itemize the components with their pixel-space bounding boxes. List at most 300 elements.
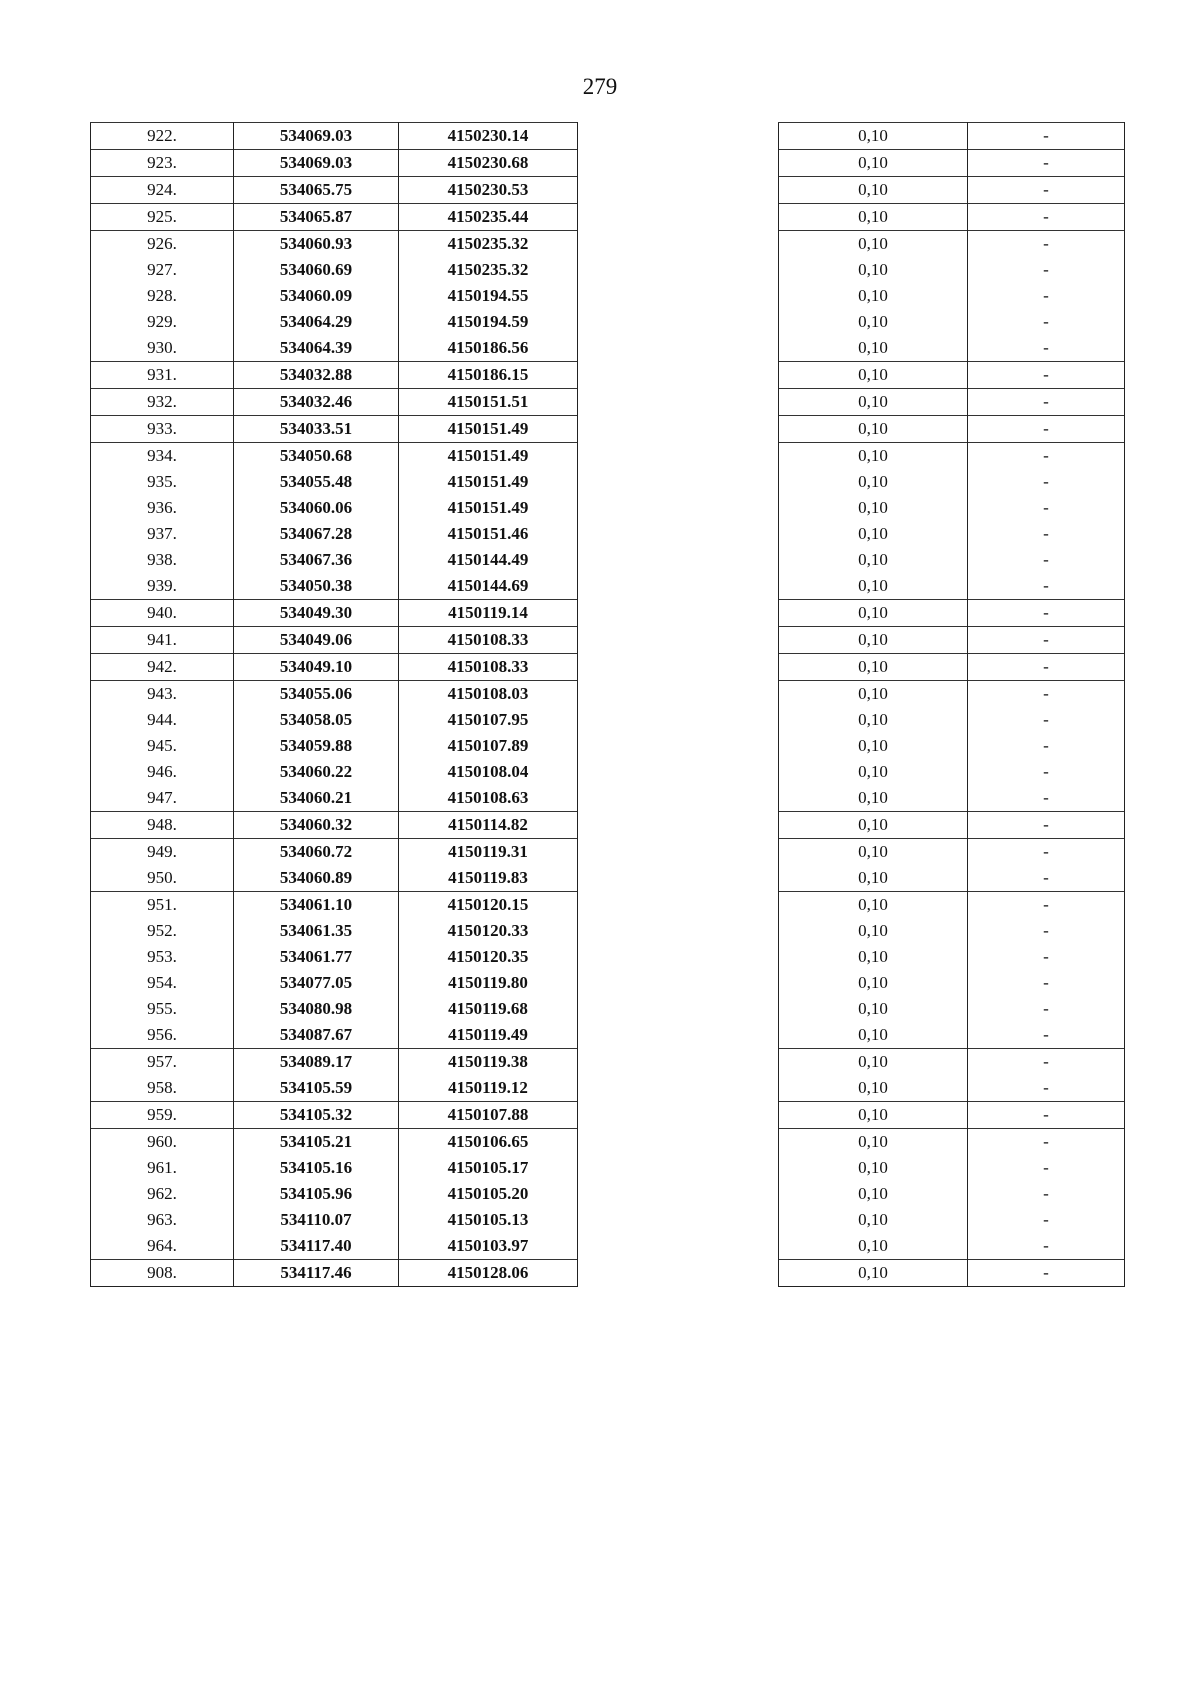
x-coordinate-cell: 534049.30 bbox=[234, 600, 399, 627]
y-coordinate-cell: 4150108.63 bbox=[399, 785, 578, 812]
value-cell: 0,10 bbox=[779, 865, 968, 892]
x-coordinate-cell: 534117.46 bbox=[234, 1260, 399, 1287]
table-row bbox=[91, 1049, 578, 1076]
table-row bbox=[91, 759, 578, 785]
dash-cell: - bbox=[968, 918, 1125, 944]
dash-cell: - bbox=[968, 257, 1125, 283]
table-row bbox=[779, 177, 1125, 204]
y-coordinate-cell: 4150151.49 bbox=[399, 443, 578, 470]
value-cell: 0,10 bbox=[779, 573, 968, 600]
value-cell: 0,10 bbox=[779, 627, 968, 654]
point-number-cell: 908. bbox=[91, 1260, 234, 1287]
x-coordinate-cell: 534069.03 bbox=[234, 123, 399, 150]
dash-cell: - bbox=[968, 627, 1125, 654]
x-coordinate-cell: 534060.32 bbox=[234, 812, 399, 839]
table-row bbox=[779, 839, 1125, 866]
table-row bbox=[91, 204, 578, 231]
value-cell: 0,10 bbox=[779, 1181, 968, 1207]
point-number-cell: 929. bbox=[91, 309, 234, 335]
y-coordinate-cell: 4150119.38 bbox=[399, 1049, 578, 1076]
page-number: 279 bbox=[582, 74, 618, 99]
table-row bbox=[91, 389, 578, 416]
table-row bbox=[91, 335, 578, 362]
table-row bbox=[91, 1260, 578, 1287]
table-row bbox=[779, 812, 1125, 839]
table-row bbox=[91, 469, 578, 495]
point-number-cell: 949. bbox=[91, 839, 234, 866]
x-coordinate-cell: 534055.48 bbox=[234, 469, 399, 495]
value-cell: 0,10 bbox=[779, 1049, 968, 1076]
dash-cell: - bbox=[968, 1129, 1125, 1156]
x-coordinate-cell: 534060.09 bbox=[234, 283, 399, 309]
table-row bbox=[91, 1102, 578, 1129]
point-number-cell: 927. bbox=[91, 257, 234, 283]
point-number-cell: 953. bbox=[91, 944, 234, 970]
y-coordinate-cell: 4150128.06 bbox=[399, 1260, 578, 1287]
x-coordinate-cell: 534061.77 bbox=[234, 944, 399, 970]
dash-cell: - bbox=[968, 970, 1125, 996]
table-row bbox=[91, 573, 578, 600]
value-cell: 0,10 bbox=[779, 177, 968, 204]
point-number-cell: 933. bbox=[91, 416, 234, 443]
dash-cell: - bbox=[968, 416, 1125, 443]
table-row bbox=[91, 521, 578, 547]
x-coordinate-cell: 534067.28 bbox=[234, 521, 399, 547]
table-row bbox=[91, 177, 578, 204]
y-coordinate-cell: 4150120.35 bbox=[399, 944, 578, 970]
point-number-cell: 931. bbox=[91, 362, 234, 389]
table-row bbox=[91, 1129, 578, 1156]
x-coordinate-cell: 534089.17 bbox=[234, 1049, 399, 1076]
x-coordinate-cell: 534065.87 bbox=[234, 204, 399, 231]
value-cell: 0,10 bbox=[779, 416, 968, 443]
point-number-cell: 928. bbox=[91, 283, 234, 309]
point-number-cell: 946. bbox=[91, 759, 234, 785]
value-cell: 0,10 bbox=[779, 812, 968, 839]
table-row bbox=[91, 1233, 578, 1260]
y-coordinate-cell: 4150106.65 bbox=[399, 1129, 578, 1156]
dash-cell: - bbox=[968, 1181, 1125, 1207]
table-row bbox=[779, 257, 1125, 283]
x-coordinate-cell: 534105.59 bbox=[234, 1075, 399, 1102]
table-row bbox=[779, 547, 1125, 573]
point-number-cell: 950. bbox=[91, 865, 234, 892]
dash-cell: - bbox=[968, 892, 1125, 919]
table-row bbox=[91, 257, 578, 283]
dash-cell: - bbox=[968, 681, 1125, 708]
value-cell: 0,10 bbox=[779, 1102, 968, 1129]
dash-cell: - bbox=[968, 944, 1125, 970]
table-row bbox=[779, 996, 1125, 1022]
y-coordinate-cell: 4150119.14 bbox=[399, 600, 578, 627]
table-row bbox=[779, 759, 1125, 785]
x-coordinate-cell: 534080.98 bbox=[234, 996, 399, 1022]
table-row bbox=[779, 389, 1125, 416]
dash-cell: - bbox=[968, 1049, 1125, 1076]
y-coordinate-cell: 4150105.17 bbox=[399, 1155, 578, 1181]
table-row bbox=[91, 547, 578, 573]
value-cell: 0,10 bbox=[779, 654, 968, 681]
value-cell: 0,10 bbox=[779, 1233, 968, 1260]
table-row bbox=[91, 654, 578, 681]
dash-cell: - bbox=[968, 495, 1125, 521]
x-coordinate-cell: 534060.06 bbox=[234, 495, 399, 521]
y-coordinate-cell: 4150108.03 bbox=[399, 681, 578, 708]
y-coordinate-cell: 4150194.55 bbox=[399, 283, 578, 309]
table-row bbox=[91, 785, 578, 812]
x-coordinate-cell: 534061.35 bbox=[234, 918, 399, 944]
values-table bbox=[778, 122, 1125, 1287]
x-coordinate-cell: 534059.88 bbox=[234, 733, 399, 759]
value-cell: 0,10 bbox=[779, 1129, 968, 1156]
table-row bbox=[779, 1181, 1125, 1207]
point-number-cell: 922. bbox=[91, 123, 234, 150]
dash-cell: - bbox=[968, 204, 1125, 231]
value-cell: 0,10 bbox=[779, 785, 968, 812]
table-row bbox=[779, 681, 1125, 708]
dash-cell: - bbox=[968, 839, 1125, 866]
x-coordinate-cell: 534064.29 bbox=[234, 309, 399, 335]
dash-cell: - bbox=[968, 389, 1125, 416]
value-cell: 0,10 bbox=[779, 469, 968, 495]
x-coordinate-cell: 534064.39 bbox=[234, 335, 399, 362]
table-row bbox=[91, 495, 578, 521]
x-coordinate-cell: 534060.72 bbox=[234, 839, 399, 866]
value-cell: 0,10 bbox=[779, 681, 968, 708]
value-cell: 0,10 bbox=[779, 443, 968, 470]
y-coordinate-cell: 4150151.49 bbox=[399, 495, 578, 521]
table-row bbox=[91, 416, 578, 443]
table-row bbox=[779, 495, 1125, 521]
x-coordinate-cell: 534067.36 bbox=[234, 547, 399, 573]
x-coordinate-cell: 534060.21 bbox=[234, 785, 399, 812]
table-row bbox=[779, 150, 1125, 177]
table-row bbox=[779, 335, 1125, 362]
dash-cell: - bbox=[968, 123, 1125, 150]
point-number-cell: 940. bbox=[91, 600, 234, 627]
value-cell: 0,10 bbox=[779, 283, 968, 309]
table-row bbox=[779, 1129, 1125, 1156]
table-row bbox=[91, 150, 578, 177]
value-cell: 0,10 bbox=[779, 389, 968, 416]
dash-cell: - bbox=[968, 573, 1125, 600]
y-coordinate-cell: 4150230.53 bbox=[399, 177, 578, 204]
y-coordinate-cell: 4150230.14 bbox=[399, 123, 578, 150]
x-coordinate-cell: 534060.69 bbox=[234, 257, 399, 283]
y-coordinate-cell: 4150119.12 bbox=[399, 1075, 578, 1102]
value-cell: 0,10 bbox=[779, 309, 968, 335]
value-cell: 0,10 bbox=[779, 707, 968, 733]
y-coordinate-cell: 4150235.32 bbox=[399, 257, 578, 283]
y-coordinate-cell: 4150119.80 bbox=[399, 970, 578, 996]
point-number-cell: 955. bbox=[91, 996, 234, 1022]
y-coordinate-cell: 4150235.32 bbox=[399, 231, 578, 258]
dash-cell: - bbox=[968, 759, 1125, 785]
table-row bbox=[91, 892, 578, 919]
y-coordinate-cell: 4150107.95 bbox=[399, 707, 578, 733]
y-coordinate-cell: 4150119.68 bbox=[399, 996, 578, 1022]
y-coordinate-cell: 4150120.33 bbox=[399, 918, 578, 944]
x-coordinate-cell: 534050.68 bbox=[234, 443, 399, 470]
table-row bbox=[779, 600, 1125, 627]
dash-cell: - bbox=[968, 362, 1125, 389]
table-row bbox=[91, 996, 578, 1022]
point-number-cell: 935. bbox=[91, 469, 234, 495]
y-coordinate-cell: 4150186.56 bbox=[399, 335, 578, 362]
table-row bbox=[779, 1049, 1125, 1076]
x-coordinate-cell: 534050.38 bbox=[234, 573, 399, 600]
point-number-cell: 923. bbox=[91, 150, 234, 177]
y-coordinate-cell: 4150151.49 bbox=[399, 416, 578, 443]
table-row bbox=[779, 892, 1125, 919]
value-cell: 0,10 bbox=[779, 150, 968, 177]
point-number-cell: 926. bbox=[91, 231, 234, 258]
point-number-cell: 932. bbox=[91, 389, 234, 416]
dash-cell: - bbox=[968, 283, 1125, 309]
value-cell: 0,10 bbox=[779, 1260, 968, 1287]
table-row bbox=[91, 970, 578, 996]
dash-cell: - bbox=[968, 1233, 1125, 1260]
value-cell: 0,10 bbox=[779, 521, 968, 547]
dash-cell: - bbox=[968, 469, 1125, 495]
table-row bbox=[779, 785, 1125, 812]
x-coordinate-cell: 534032.46 bbox=[234, 389, 399, 416]
dash-cell: - bbox=[968, 177, 1125, 204]
point-number-cell: 941. bbox=[91, 627, 234, 654]
x-coordinate-cell: 534058.05 bbox=[234, 707, 399, 733]
dash-cell: - bbox=[968, 1207, 1125, 1233]
y-coordinate-cell: 4150108.33 bbox=[399, 627, 578, 654]
point-number-cell: 934. bbox=[91, 443, 234, 470]
value-cell: 0,10 bbox=[779, 123, 968, 150]
dash-cell: - bbox=[968, 547, 1125, 573]
y-coordinate-cell: 4150103.97 bbox=[399, 1233, 578, 1260]
table-row bbox=[91, 839, 578, 866]
table-row bbox=[91, 123, 578, 150]
point-number-cell: 939. bbox=[91, 573, 234, 600]
table-row bbox=[91, 812, 578, 839]
table-row bbox=[779, 123, 1125, 150]
point-number-cell: 964. bbox=[91, 1233, 234, 1260]
table-row bbox=[91, 865, 578, 892]
x-coordinate-cell: 534110.07 bbox=[234, 1207, 399, 1233]
dash-cell: - bbox=[968, 600, 1125, 627]
point-number-cell: 944. bbox=[91, 707, 234, 733]
y-coordinate-cell: 4150151.51 bbox=[399, 389, 578, 416]
table-row bbox=[779, 944, 1125, 970]
value-cell: 0,10 bbox=[779, 1155, 968, 1181]
point-number-cell: 959. bbox=[91, 1102, 234, 1129]
x-coordinate-cell: 534077.05 bbox=[234, 970, 399, 996]
table-row bbox=[91, 362, 578, 389]
table-row bbox=[779, 1233, 1125, 1260]
point-number-cell: 925. bbox=[91, 204, 234, 231]
dash-cell: - bbox=[968, 1022, 1125, 1049]
value-cell: 0,10 bbox=[779, 231, 968, 258]
table-row bbox=[779, 1022, 1125, 1049]
table-row bbox=[91, 681, 578, 708]
table-row bbox=[779, 1207, 1125, 1233]
point-number-cell: 954. bbox=[91, 970, 234, 996]
value-cell: 0,10 bbox=[779, 944, 968, 970]
point-number-cell: 963. bbox=[91, 1207, 234, 1233]
table-row bbox=[779, 443, 1125, 470]
table-row bbox=[91, 1181, 578, 1207]
x-coordinate-cell: 534105.32 bbox=[234, 1102, 399, 1129]
table-row bbox=[91, 1022, 578, 1049]
table-row bbox=[779, 1075, 1125, 1102]
dash-cell: - bbox=[968, 865, 1125, 892]
x-coordinate-cell: 534055.06 bbox=[234, 681, 399, 708]
value-cell: 0,10 bbox=[779, 1207, 968, 1233]
value-cell: 0,10 bbox=[779, 1075, 968, 1102]
value-cell: 0,10 bbox=[779, 257, 968, 283]
point-number-cell: 930. bbox=[91, 335, 234, 362]
y-coordinate-cell: 4150107.89 bbox=[399, 733, 578, 759]
point-number-cell: 948. bbox=[91, 812, 234, 839]
point-number-cell: 952. bbox=[91, 918, 234, 944]
y-coordinate-cell: 4150108.04 bbox=[399, 759, 578, 785]
y-coordinate-cell: 4150186.15 bbox=[399, 362, 578, 389]
point-number-cell: 958. bbox=[91, 1075, 234, 1102]
point-number-cell: 957. bbox=[91, 1049, 234, 1076]
value-cell: 0,10 bbox=[779, 839, 968, 866]
x-coordinate-cell: 534049.06 bbox=[234, 627, 399, 654]
point-number-cell: 956. bbox=[91, 1022, 234, 1049]
value-cell: 0,10 bbox=[779, 204, 968, 231]
value-cell: 0,10 bbox=[779, 996, 968, 1022]
y-coordinate-cell: 4150194.59 bbox=[399, 309, 578, 335]
table-row bbox=[91, 231, 578, 258]
value-cell: 0,10 bbox=[779, 733, 968, 759]
point-number-cell: 960. bbox=[91, 1129, 234, 1156]
table-row bbox=[779, 707, 1125, 733]
x-coordinate-cell: 534061.10 bbox=[234, 892, 399, 919]
x-coordinate-cell: 534065.75 bbox=[234, 177, 399, 204]
dash-cell: - bbox=[968, 150, 1125, 177]
table-row bbox=[779, 283, 1125, 309]
y-coordinate-cell: 4150114.82 bbox=[399, 812, 578, 839]
point-number-cell: 942. bbox=[91, 654, 234, 681]
dash-cell: - bbox=[968, 335, 1125, 362]
table-row bbox=[91, 1155, 578, 1181]
table-row bbox=[779, 918, 1125, 944]
table-row bbox=[779, 309, 1125, 335]
dash-cell: - bbox=[968, 707, 1125, 733]
table-row bbox=[91, 309, 578, 335]
table-row bbox=[91, 944, 578, 970]
table-row bbox=[91, 733, 578, 759]
y-coordinate-cell: 4150120.15 bbox=[399, 892, 578, 919]
table-row bbox=[779, 469, 1125, 495]
point-number-cell: 961. bbox=[91, 1155, 234, 1181]
dash-cell: - bbox=[968, 1260, 1125, 1287]
table-row bbox=[779, 1102, 1125, 1129]
table-row bbox=[91, 1207, 578, 1233]
dash-cell: - bbox=[968, 1102, 1125, 1129]
table-row bbox=[91, 918, 578, 944]
table-row bbox=[91, 1075, 578, 1102]
x-coordinate-cell: 534032.88 bbox=[234, 362, 399, 389]
dash-cell: - bbox=[968, 812, 1125, 839]
value-cell: 0,10 bbox=[779, 892, 968, 919]
table-row bbox=[779, 416, 1125, 443]
x-coordinate-cell: 534033.51 bbox=[234, 416, 399, 443]
value-cell: 0,10 bbox=[779, 547, 968, 573]
y-coordinate-cell: 4150105.13 bbox=[399, 1207, 578, 1233]
point-number-cell: 945. bbox=[91, 733, 234, 759]
y-coordinate-cell: 4150108.33 bbox=[399, 654, 578, 681]
value-cell: 0,10 bbox=[779, 600, 968, 627]
dash-cell: - bbox=[968, 1075, 1125, 1102]
x-coordinate-cell: 534087.67 bbox=[234, 1022, 399, 1049]
table-row bbox=[779, 654, 1125, 681]
dash-cell: - bbox=[968, 996, 1125, 1022]
point-number-cell: 951. bbox=[91, 892, 234, 919]
point-number-cell: 936. bbox=[91, 495, 234, 521]
coordinates-table bbox=[90, 122, 578, 1287]
y-coordinate-cell: 4150119.31 bbox=[399, 839, 578, 866]
table-row bbox=[91, 600, 578, 627]
value-cell: 0,10 bbox=[779, 918, 968, 944]
table-row bbox=[779, 1260, 1125, 1287]
dash-cell: - bbox=[968, 521, 1125, 547]
table-row bbox=[779, 865, 1125, 892]
x-coordinate-cell: 534060.22 bbox=[234, 759, 399, 785]
point-number-cell: 962. bbox=[91, 1181, 234, 1207]
x-coordinate-cell: 534069.03 bbox=[234, 150, 399, 177]
table-row bbox=[779, 231, 1125, 258]
table-row bbox=[779, 204, 1125, 231]
x-coordinate-cell: 534105.96 bbox=[234, 1181, 399, 1207]
value-cell: 0,10 bbox=[779, 335, 968, 362]
y-coordinate-cell: 4150230.68 bbox=[399, 150, 578, 177]
value-cell: 0,10 bbox=[779, 970, 968, 996]
y-coordinate-cell: 4150119.83 bbox=[399, 865, 578, 892]
y-coordinate-cell: 4150235.44 bbox=[399, 204, 578, 231]
table-row bbox=[91, 283, 578, 309]
point-number-cell: 937. bbox=[91, 521, 234, 547]
table-row bbox=[779, 733, 1125, 759]
x-coordinate-cell: 534060.89 bbox=[234, 865, 399, 892]
point-number-cell: 947. bbox=[91, 785, 234, 812]
dash-cell: - bbox=[968, 231, 1125, 258]
point-number-cell: 938. bbox=[91, 547, 234, 573]
y-coordinate-cell: 4150144.49 bbox=[399, 547, 578, 573]
value-cell: 0,10 bbox=[779, 759, 968, 785]
x-coordinate-cell: 534060.93 bbox=[234, 231, 399, 258]
table-row bbox=[779, 627, 1125, 654]
dash-cell: - bbox=[968, 733, 1125, 759]
y-coordinate-cell: 4150119.49 bbox=[399, 1022, 578, 1049]
y-coordinate-cell: 4150144.69 bbox=[399, 573, 578, 600]
dash-cell: - bbox=[968, 443, 1125, 470]
value-cell: 0,10 bbox=[779, 1022, 968, 1049]
x-coordinate-cell: 534105.21 bbox=[234, 1129, 399, 1156]
table-row bbox=[91, 443, 578, 470]
value-cell: 0,10 bbox=[779, 495, 968, 521]
table-row bbox=[779, 1155, 1125, 1181]
table-row bbox=[91, 627, 578, 654]
table-row bbox=[779, 362, 1125, 389]
y-coordinate-cell: 4150151.46 bbox=[399, 521, 578, 547]
dash-cell: - bbox=[968, 309, 1125, 335]
y-coordinate-cell: 4150107.88 bbox=[399, 1102, 578, 1129]
table-row bbox=[91, 707, 578, 733]
dash-cell: - bbox=[968, 785, 1125, 812]
x-coordinate-cell: 534049.10 bbox=[234, 654, 399, 681]
y-coordinate-cell: 4150105.20 bbox=[399, 1181, 578, 1207]
